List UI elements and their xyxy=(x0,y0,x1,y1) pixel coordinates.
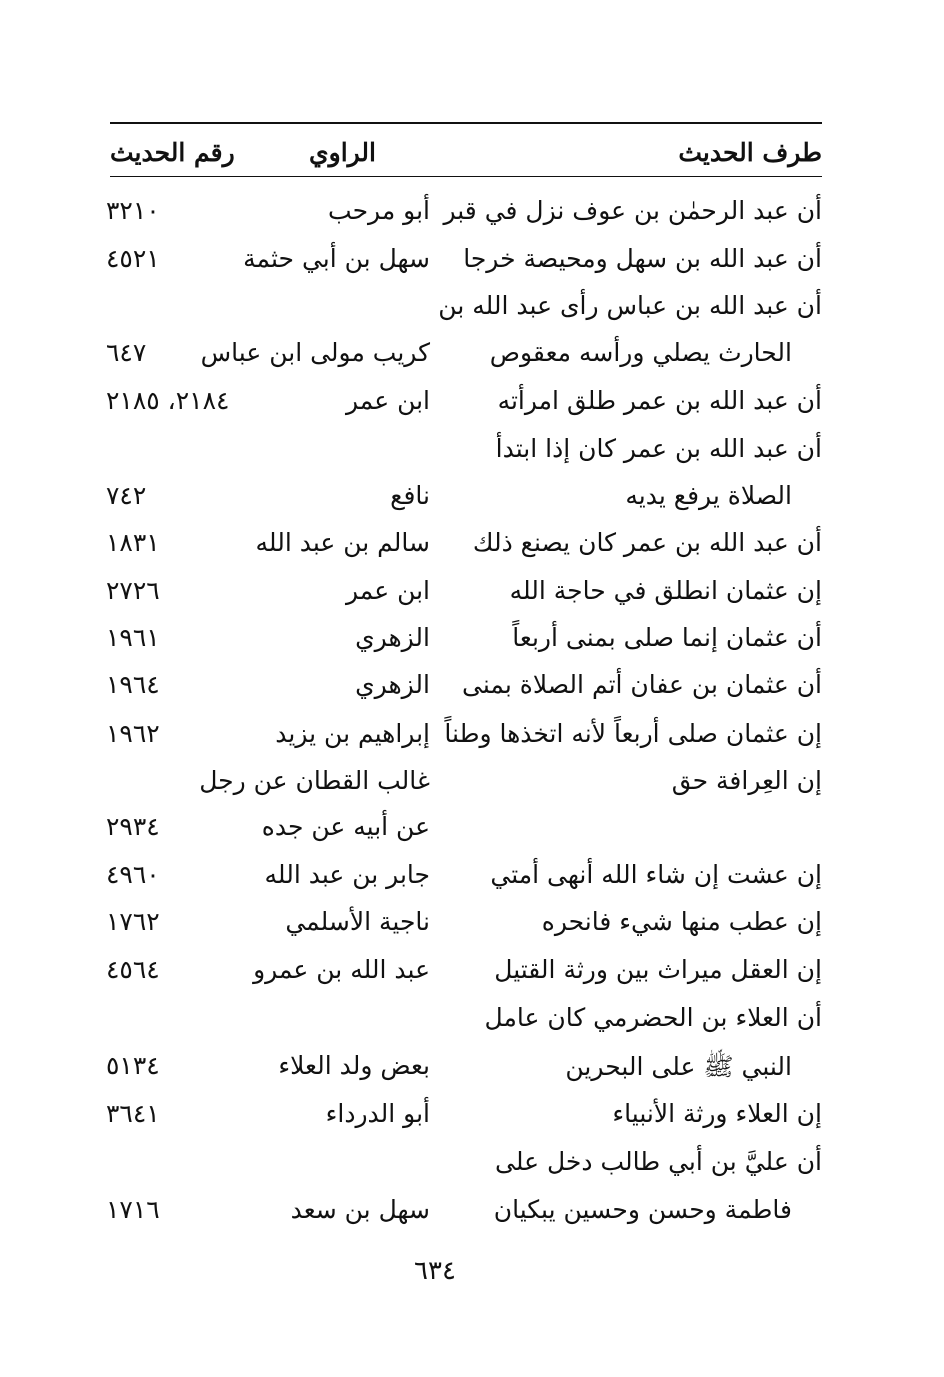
hadith-text: أن عبد الله بن عمر طلق امرأته xyxy=(497,386,822,415)
narrator: كريب مولى ابن عباس xyxy=(200,338,430,367)
hadith-text: أن العلاء بن الحضرمي كان عامل xyxy=(484,1003,822,1032)
header-hadith-number: رقم الحديث xyxy=(110,138,235,167)
hadith-text: إن عثمان صلى أربعاً لأنه اتخذها وطناً xyxy=(444,719,822,748)
table-row xyxy=(0,901,944,947)
narrator: ابن عمر xyxy=(345,386,430,415)
table-row xyxy=(0,760,944,806)
hadith-number: ١٧٦٢ xyxy=(106,907,160,936)
table-row xyxy=(0,1189,944,1235)
hadith-number: ١٨٣١ xyxy=(106,528,160,557)
table-row xyxy=(0,854,944,900)
table-row xyxy=(0,713,944,759)
hadith-text: الصلاة يرفع يديه xyxy=(625,481,792,510)
table-row xyxy=(0,332,944,378)
narrator: بعض ولد العلاء xyxy=(278,1051,430,1080)
hadith-number: ٤٩٦٠ xyxy=(106,860,160,889)
page-number: ٦٣٤ xyxy=(414,1256,456,1286)
table-row xyxy=(0,997,944,1043)
table-header xyxy=(110,122,822,177)
header-rawi: الراوي xyxy=(309,138,376,167)
table-row xyxy=(0,570,944,616)
narrator: سهل بن أبي حثمة xyxy=(243,244,430,273)
table-row xyxy=(0,238,944,284)
table-row xyxy=(0,1141,944,1187)
table-row xyxy=(0,285,944,331)
hadith-number: ٧٤٢ xyxy=(106,481,147,510)
narrator: سالم بن عبد الله xyxy=(255,528,430,557)
hadith-text: فاطمة وحسن وحسين يبكيان xyxy=(493,1195,792,1224)
table-row xyxy=(0,806,944,852)
narrator: أبو مرحب xyxy=(328,196,430,225)
hadith-number: ١٩٦٢ xyxy=(106,719,160,748)
hadith-text: إن العلاء ورثة الأنبياء xyxy=(612,1099,822,1128)
hadith-number: ٥١٣٤ xyxy=(106,1051,160,1080)
narrator: غالب القطان عن رجل xyxy=(199,766,430,795)
table-row xyxy=(0,1045,944,1091)
hadith-text: أن عبد الله بن عمر كان إذا ابتدأ xyxy=(495,434,822,463)
narrator: سهل بن سعد xyxy=(290,1195,430,1224)
table-row xyxy=(0,664,944,710)
table-row xyxy=(0,475,944,521)
hadith-number: ٢٧٢٦ xyxy=(106,576,160,605)
narrator: الزهري xyxy=(355,670,430,699)
table-row xyxy=(0,380,944,426)
hadith-number: ١٩٦١ xyxy=(106,623,160,652)
hadith-text: إن العِرافة حق xyxy=(671,766,822,795)
table-row xyxy=(0,522,944,568)
narrator: جابر بن عبد الله xyxy=(264,860,430,889)
hadith-number: ٢٩٣٤ xyxy=(106,812,160,841)
hadith-number: ١٩٦٤ xyxy=(106,670,160,699)
hadith-text: إن عطب منها شيء فانحره xyxy=(541,907,822,936)
hadith-number: ٣٢١٠ xyxy=(106,196,160,225)
hadith-number: ١٧١٦ xyxy=(106,1195,160,1224)
hadith-text: إن العقل ميراث بين ورثة القتيل xyxy=(494,955,822,984)
hadith-number: ٢١٨٤، ٢١٨٥ xyxy=(106,386,230,415)
hadith-number: ٤٥٦٤ xyxy=(106,955,160,984)
hadith-text: أن عثمان بن عفان أتم الصلاة بمنى xyxy=(462,670,822,699)
hadith-text: أن عثمان إنما صلى بمنى أربعاً xyxy=(512,623,822,652)
narrator: ابن عمر xyxy=(345,576,430,605)
header-tarf-hadith: طرف الحديث xyxy=(678,138,822,167)
narrator: عن أبيه عن جده xyxy=(261,812,430,841)
hadith-text: أن عبد الله بن عباس رأى عبد الله بن xyxy=(438,291,822,320)
narrator: ناجية الأسلمي xyxy=(285,907,430,936)
hadith-text: الحارث يصلي ورأسه معقوص xyxy=(489,338,792,367)
hadith-text: أن عليَّ بن أبي طالب دخل على xyxy=(495,1147,822,1176)
hadith-text: إن عشت إن شاء الله أنهى أمتي xyxy=(490,860,822,889)
hadith-text: أن عبد الله بن عمر كان يصنع ذلك xyxy=(472,528,822,557)
hadith-number: ٣٦٤١ xyxy=(106,1099,160,1128)
narrator: الزهري xyxy=(355,623,430,652)
table-row xyxy=(0,1093,944,1139)
narrator: نافع xyxy=(390,481,430,510)
hadith-text: إن عثمان انطلق في حاجة الله xyxy=(509,576,822,605)
hadith-text: النبي ﷺ على البحرين xyxy=(565,1052,792,1081)
table-row xyxy=(0,428,944,474)
narrator: أبو الدرداء xyxy=(325,1099,430,1128)
table-row xyxy=(0,617,944,663)
narrator: عبد الله بن عمرو xyxy=(253,955,430,984)
table-row xyxy=(0,949,944,995)
hadith-text: أن عبد الله بن سهل ومحيصة خرجا xyxy=(463,244,822,273)
hadith-number: ٤٥٢١ xyxy=(106,244,160,273)
narrator: إبراهيم بن يزيد xyxy=(275,719,430,748)
hadith-text: أن عبد الرحمٰن بن عوف نزل في قبر xyxy=(443,196,822,225)
table-row xyxy=(0,190,944,236)
hadith-number: ٦٤٧ xyxy=(106,338,147,367)
